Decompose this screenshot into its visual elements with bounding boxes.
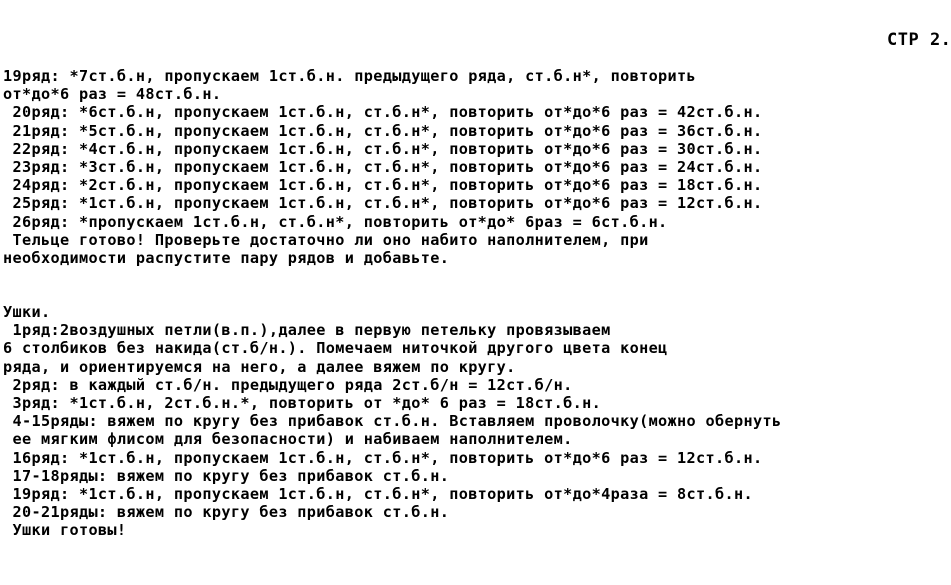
text-line: 17-18ряды: вяжем по кругу без прибавок ст.б.н. (3, 466, 450, 485)
body-instructions (3, 67, 951, 267)
text-line: 1ряд:2воздушных петли(в.п.),далее в первую петельку провязываем (3, 321, 611, 340)
page-number: СТР 2. (887, 30, 951, 50)
text-line: ряда, и ориентируемся на него, а далее вяжем по кругу. (3, 357, 516, 376)
text-line: от*до*6 раз = 48ст.б.н. (3, 85, 222, 104)
text-line: 2ряд: в каждый ст.б/н. предыдущего ряда 2ст.б/н = 12ст.б/н. (3, 375, 573, 394)
text-line: 19ряд: *7ст.б.н, пропускаем 1ст.б.н. предыдущего ряда, ст.б.н*, повторить (3, 67, 697, 85)
text-line: 26ряд: *пропускаем 1ст.б.н, ст.б.н*, повторить от*до* 6раз = 6ст.б.н. (3, 212, 668, 231)
text-line: 25ряд: *1ст.б.н, пропускаем 1ст.б.н, ст.б.н*, повторить от*до*6 раз = 12ст.б.н. (3, 194, 763, 213)
text-line: 16ряд: *1ст.б.н, пропускаем 1ст.б.н, ст.б.н*, повторить от*до*6 раз = 12ст.б.н. (3, 448, 763, 467)
text-line: 21ряд: *5ст.б.н, пропускаем 1ст.б.н, ст.б.н*, повторить от*до*6 раз = 36ст.б.н. (3, 121, 763, 140)
text-line: 3ряд: *1ст.б.н, 2ст.б.н.*, повторить от *до* 6 раз = 18ст.б.н. (3, 393, 602, 412)
text-line: 22ряд: *4ст.б.н, пропускаем 1ст.б.н, ст.б.н*, повторить от*до*6 раз = 30ст.б.н. (3, 139, 763, 158)
text-line: 20ряд: *6ст.б.н, пропускаем 1ст.б.н, ст.б.н*, повторить от*до*6 раз = 42ст.б.н. (3, 103, 763, 122)
ears-instructions (3, 303, 951, 539)
text-line: 20-21ряды: вяжем по кругу без прибавок ст.б.н. (3, 503, 450, 522)
section-heading: Ушки. (3, 303, 51, 321)
text-line: 19ряд: *1ст.б.н, пропускаем 1ст.б.н, ст.б.н*, повторить от*до*4раза = 8ст.б.н. (3, 484, 753, 503)
text-line: 4-15ряды: вяжем по кругу без прибавок ст.б.н. Вставляем проволочку(можно обернуть (3, 412, 782, 431)
text-line: 23ряд: *3ст.б.н, пропускаем 1ст.б.н, ст.б.н*, повторить от*до*6 раз = 24ст.б.н. (3, 157, 763, 176)
text-line: Ушки готовы! (3, 521, 127, 540)
text-line: 24ряд: *2ст.б.н, пропускаем 1ст.б.н, ст.б.н*, повторить от*до*6 раз = 18ст.б.н. (3, 176, 763, 195)
text-line: необходимости распустите пару рядов и добавьте. (3, 248, 450, 267)
text-line: Тельце готово! Проверьте достаточно ли оно набито наполнителем, при (3, 230, 649, 249)
text-line: 6 столбиков без накида(ст.б/н.). Помечаем ниточкой другого цвета конец (3, 339, 668, 358)
text-line: ее мягким флисом для безопасности) и набиваем наполнителем. (3, 430, 573, 449)
